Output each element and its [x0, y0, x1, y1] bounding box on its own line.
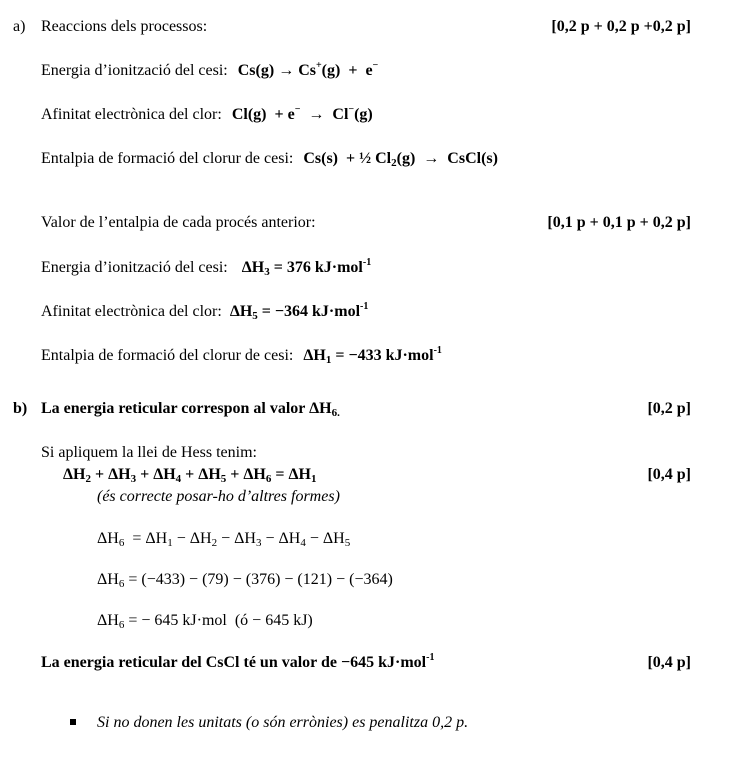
hess-note: (és correcte posar-ho d’altres formes): [97, 488, 340, 505]
values-heading: Valor de l’entalpia de cada procés anterior:: [41, 214, 316, 231]
calc-result: $\Delta H_6$ = − 645 kJ·mol (ó − 645 kJ): [97, 612, 313, 631]
reaction-affinity-equation: Cl(g) + e− → Cl−(g): [231, 104, 373, 123]
part-a-label: a): [13, 18, 26, 35]
value-formation: [41, 346, 442, 366]
value-ionization-label: Energia d’ionització del cesi:: [41, 259, 228, 276]
reaction-affinity-label: Afinitat electrònica del clor:: [41, 106, 222, 123]
value-formation-label: Entalpia de formació del clorur de cesi:: [41, 347, 294, 364]
reaction-formation: [41, 149, 498, 169]
value-ionization-enthalpy: $\Delta H_3 = 376$ kJ·mol$^{-1}$: [241, 257, 372, 278]
hess-intro: Si apliquem la llei de Hess tenim:: [41, 444, 257, 461]
part-b-score-conclusion: [0,4 p]: [647, 654, 691, 671]
penalty-note: Si no donen les unitats (o són errònies) es penalitza 0,2 p.: [97, 714, 469, 731]
reaction-affinity: [41, 105, 373, 125]
part-b-score-heading: [0,2 p]: [647, 400, 691, 417]
part-a-heading: Reaccions dels processos:: [41, 18, 208, 35]
value-formation-enthalpy: $\Delta H_1 = -433$ kJ·mol$^{-1}$: [303, 345, 442, 366]
calc-substitution: $\Delta H_6 = (-433) - (79) - (376) - (121) - (-364)$: [97, 571, 393, 590]
reaction-formation-equation: Cs(s) + ½ $Cl_2(g)$ → CsCl(s): [303, 150, 498, 169]
part-b-heading: La energia reticular correspon al valor $\Delta H_{6.}$: [41, 400, 340, 419]
reaction-ionization: [41, 61, 378, 81]
value-ionization: [41, 258, 371, 278]
reaction-ionization-equation: Cs(g) → Cs+(g) + e−: [237, 60, 379, 79]
reaction-formation-label: Entalpia de formació del clorur de cesi:: [41, 150, 294, 167]
value-affinity-label: Afinitat electrònica del clor:: [41, 303, 222, 320]
part-a-score-reactions: [0,2 p + 0,2 p +0,2 p]: [551, 18, 691, 35]
conclusion: La energia reticular del CsCl té un valor de −645 kJ·mol$^{-1}$: [41, 652, 435, 671]
bullet-icon: [70, 719, 76, 725]
value-affinity-enthalpy: $\Delta H_5 = -364$ kJ·mol$^{-1}$: [229, 301, 369, 322]
value-affinity: [41, 302, 368, 322]
hess-equation: $\Delta H_2 + \Delta H_3 + \Delta H_4 + \Delta H_5 + \Delta H_6 = \Delta H_1$: [63, 466, 317, 485]
reaction-ionization-label: Energia d’ionització del cesi:: [41, 62, 228, 79]
part-a-score-values: [0,1 p + 0,1 p + 0,2 p]: [547, 214, 691, 231]
part-b-score-hess: [0,4 p]: [647, 466, 691, 483]
part-b-label: b): [13, 400, 28, 417]
calc-formula: $\Delta H_6 = \Delta H_1 - \Delta H_2 - \Delta H_3 - \Delta H_4 - \Delta H_5$: [97, 530, 351, 549]
